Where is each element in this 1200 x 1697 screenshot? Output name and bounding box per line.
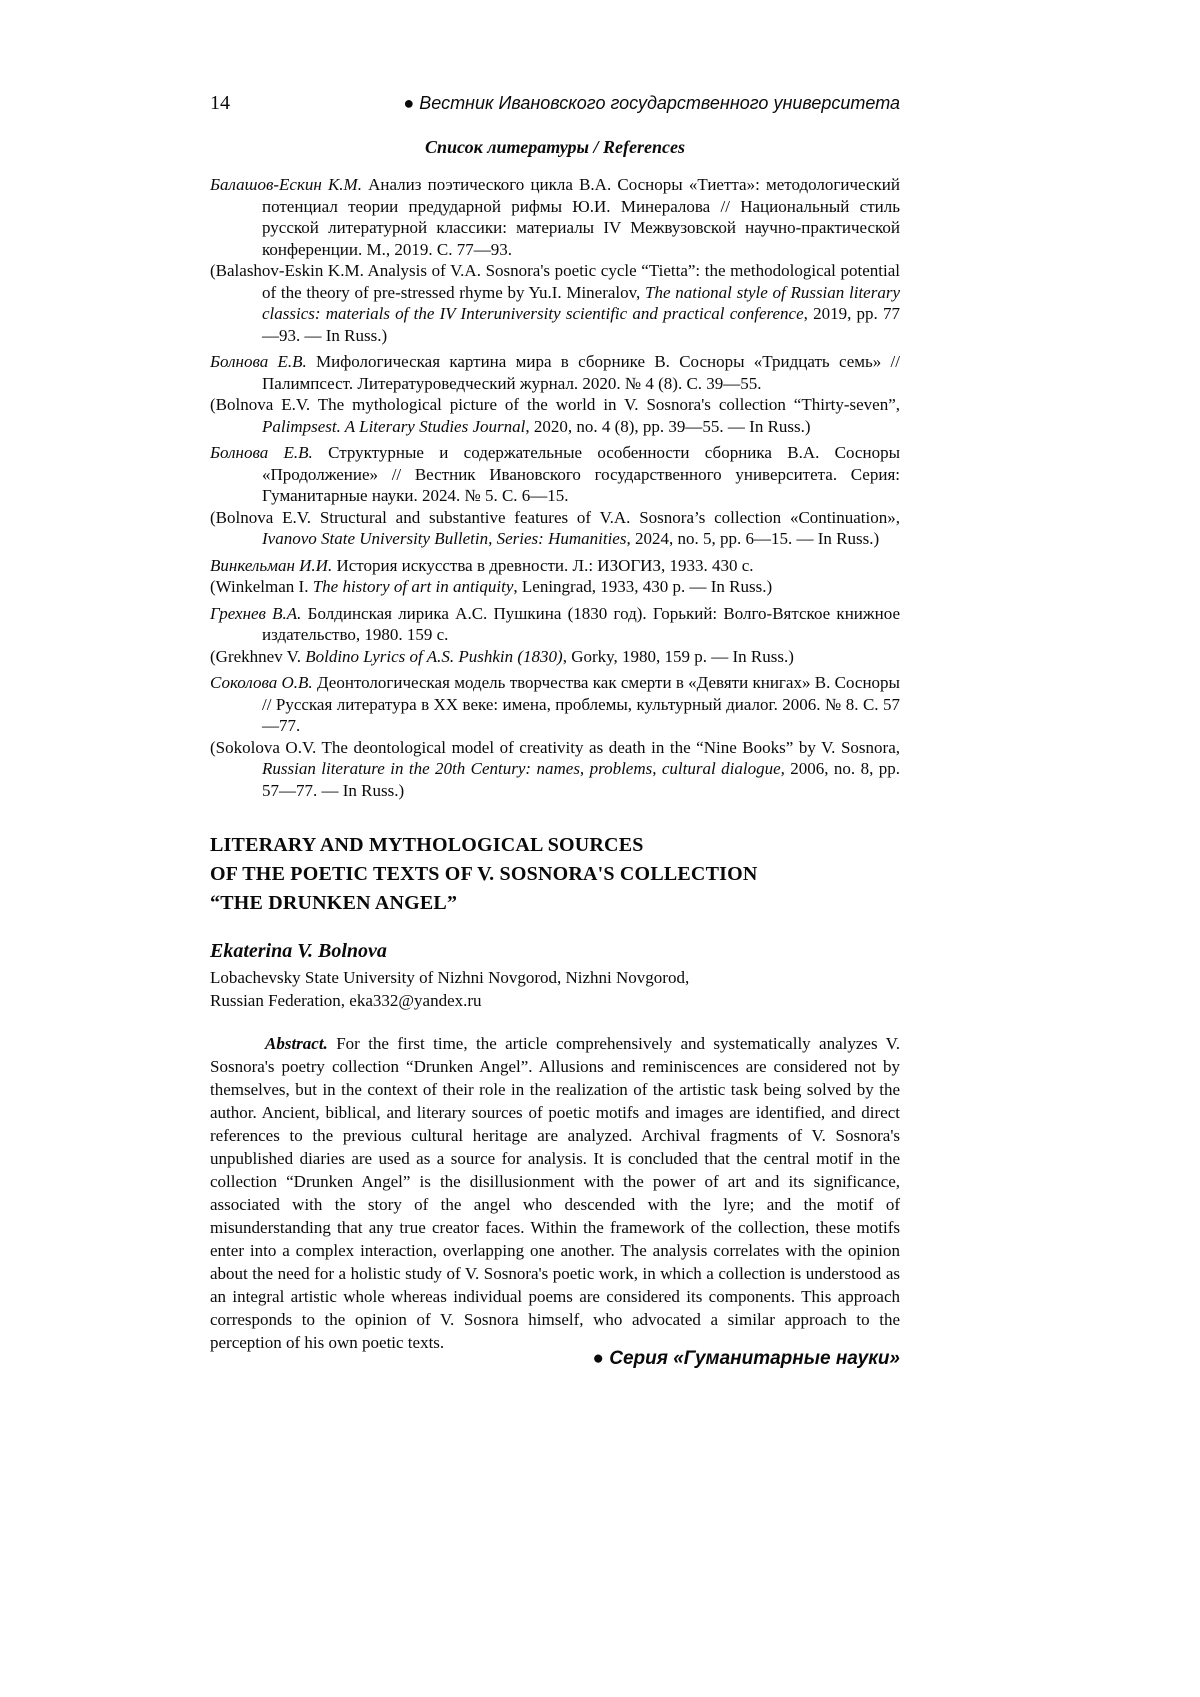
reference-pair bbox=[210, 672, 900, 801]
reference-text-segment: (Bolnova E.V. The mythological picture of the world in V. Sosnora's collection “Thirty-seven”, bbox=[210, 395, 900, 414]
reference-text-segment: , 2020, no. 4 (8), pp. 39—55. — In Russ.) bbox=[525, 416, 811, 436]
reference-text-segment: , 2024, no. 5, pp. 6—15. — In Russ.) bbox=[626, 529, 880, 548]
reference-entry-ru bbox=[210, 672, 900, 737]
abstract-text: For the first time, the article comprehensively and systematically analyzes V. Sosnora's poetry collection “Drunken Angel”. Allusions and reminiscences are considered not by themselves, but in the context of their role in the realization of the artistic task being solved by the author. Ancient, biblical, and literary sources of poetic motifs and images are identified, and direct references to the previous cultural heritage are analyzed. Archival fragments of V. Sosnora's unpublished diaries are used as a source for analysis. It is concluded that the central motif in the collection “Drunken Angel” is the disillusionment with the power of art and its significance, associated with the story of the angel who descended with the lyre; and the motif of misunderstanding that any true creator faces. Within the framework of the collection, these motifs enter into a complex interaction, overlapping one another. The analysis correlates with the opinion about the need for a holistic study of V. Sosnora's poetic work, in which a collection is understood as an integral artistic whole whereas individual poems are considered its components. This approach corresponds to the opinion of V. Sosnora himself, who advocated a similar approach to the perception of his own poetic texts. bbox=[210, 1034, 900, 1352]
reference-entry-ru bbox=[210, 174, 900, 260]
reference-text-segment: Boldino Lyrics of A.S. Pushkin (1830) bbox=[305, 646, 563, 666]
article-title bbox=[210, 831, 900, 918]
reference-text-segment: (Grekhnev V. bbox=[210, 646, 306, 666]
reference-text-segment: (Winkelman I. bbox=[210, 577, 313, 596]
reference-entry-en bbox=[210, 260, 900, 346]
reference-text-segment: 2006, no. 8, pp. 57—77. — In Russ.) bbox=[262, 759, 900, 800]
reference-entry-en bbox=[210, 507, 900, 550]
reference-text-segment: Винкельман И.И. bbox=[210, 555, 333, 575]
page-number: 14 bbox=[210, 92, 230, 114]
reference-text-segment: Ivanovo State University Bulletin, Series: Humanities bbox=[262, 529, 627, 548]
reference-entry-en bbox=[210, 576, 900, 598]
reference-text-segment: , Gorky, 1980, 159 p. — In Russ.) bbox=[562, 646, 794, 666]
references-heading: Список литературы / References bbox=[425, 137, 685, 157]
reference-text-segment: Анализ поэтического цикла В.А. Сосноры «Тиетта»: методологический потенциал теории предударной рифмы Ю.И. Минералова // Национальный стиль русской литературной классики: материалы IV Межвузовской научно-практической конференции. М., 2019. С. 77—93. bbox=[262, 175, 900, 259]
reference-entry-en bbox=[210, 646, 900, 668]
reference-entry-ru bbox=[210, 351, 900, 394]
reference-text-segment: The national style of Russian literary classics: materials of the IV Interuniversity scientific and practical conference bbox=[262, 282, 900, 323]
abstract-label: Abstract. bbox=[265, 1034, 328, 1053]
reference-text-segment: Деонтологическая модель творчества как смерти в «Девяти книгах» В. Сосноры // Русская литература в XX веке: имена, проблемы, культурный диалог. 2006. № 8. С. 57—77. bbox=[262, 673, 900, 735]
reference-text-segment: , Leningrad, 1933, 430 p. — In Russ.) bbox=[513, 577, 773, 596]
reference-text-segment: Структурные и содержательные особенности сборника В.А. Сосноры «Продолжение» // Вестник Ивановского государственного университета. Серия: Гуманитарные науки. 2024. № 5. С. 6—15. bbox=[262, 443, 900, 505]
reference-text-segment: Palimpsest. A Literary Studies Journal bbox=[262, 416, 526, 436]
article-title-line-3: “THE DRUNKEN ANGEL” bbox=[210, 892, 458, 914]
reference-entry-en bbox=[210, 394, 900, 437]
reference-pair bbox=[210, 603, 900, 668]
reference-text-segment: Russian literature in the 20th Century: names, problems, cultural dialogue, bbox=[262, 759, 785, 778]
reference-text-segment: История искусства в древности. Л.: ИЗОГИЗ, 1933. 430 с. bbox=[332, 555, 754, 575]
journal-title-header: ● Вестник Ивановского государственного университета bbox=[403, 93, 900, 113]
reference-text-segment: Болнова Е.В. bbox=[210, 443, 313, 462]
author-email: eka332@yandex.ru bbox=[349, 991, 482, 1010]
author-affiliation bbox=[210, 966, 900, 1012]
reference-text-segment: , 2019, pp. 77—93. — In Russ.) bbox=[262, 304, 900, 345]
reference-text-segment: Соколова О.В. bbox=[210, 673, 313, 692]
affiliation-line-1: Lobachevsky State University of Nizhni Novgorod, Nizhni Novgorod, bbox=[210, 968, 690, 987]
reference-entry-ru bbox=[210, 442, 900, 507]
reference-entry-ru bbox=[210, 555, 900, 577]
abstract-paragraph bbox=[210, 1032, 900, 1354]
reference-text-segment: (Balashov-Eskin K.M. Analysis of V.A. Sosnora's poetic cycle “Tietta”: the methodological potential of the theory of pre-stressed rhyme by Yu.I. Mineralov, bbox=[210, 261, 900, 302]
reference-text-segment: Мифологическая картина мира в сборнике В. Сосноры «Тридцать семь» // Палимпсест. Литературоведческий журнал. 2020. № 4 (8). С. 39—55. bbox=[262, 352, 900, 393]
reference-text-segment: Грехнев В.А. bbox=[210, 603, 302, 623]
reference-text-segment: Болдинская лирика А.С. Пушкина (1830 год). Горький: Волго-Вятское книжное издательство, 1980. 159 с. bbox=[262, 603, 900, 644]
running-head bbox=[210, 92, 900, 115]
reference-entry-en bbox=[210, 737, 900, 802]
reference-entry-ru bbox=[210, 603, 900, 646]
reference-text-segment: The history of art in antiquity bbox=[312, 577, 514, 596]
article-title-line-2: OF THE POETIC TEXTS OF V. SOSNORA'S COLLECTION bbox=[210, 863, 758, 885]
affiliation-line-2: Russian Federation, bbox=[210, 991, 350, 1010]
series-footer: ● Серия «Гуманитарные науки» bbox=[592, 1348, 900, 1369]
reference-pair bbox=[210, 555, 900, 598]
reference-pair bbox=[210, 174, 900, 346]
reference-pair bbox=[210, 442, 900, 550]
article-title-line-1: LITERARY AND MYTHOLOGICAL SOURCES bbox=[210, 834, 644, 856]
reference-text-segment: (Bolnova E.V. Structural and substantive features of V.A. Sosnora’s collection «Continuation», bbox=[210, 507, 900, 527]
reference-pair bbox=[210, 351, 900, 437]
reference-text-segment: Балашов-Ескин К.М. bbox=[210, 175, 362, 194]
references-list bbox=[210, 174, 900, 801]
author-name: Ekaterina V. Bolnova bbox=[210, 940, 387, 962]
reference-text-segment: (Sokolova O.V. The deontological model of creativity as death in the “Nine Books” by V. Sosnora, bbox=[210, 737, 900, 757]
reference-text-segment: Болнова Е.В. bbox=[210, 352, 307, 371]
